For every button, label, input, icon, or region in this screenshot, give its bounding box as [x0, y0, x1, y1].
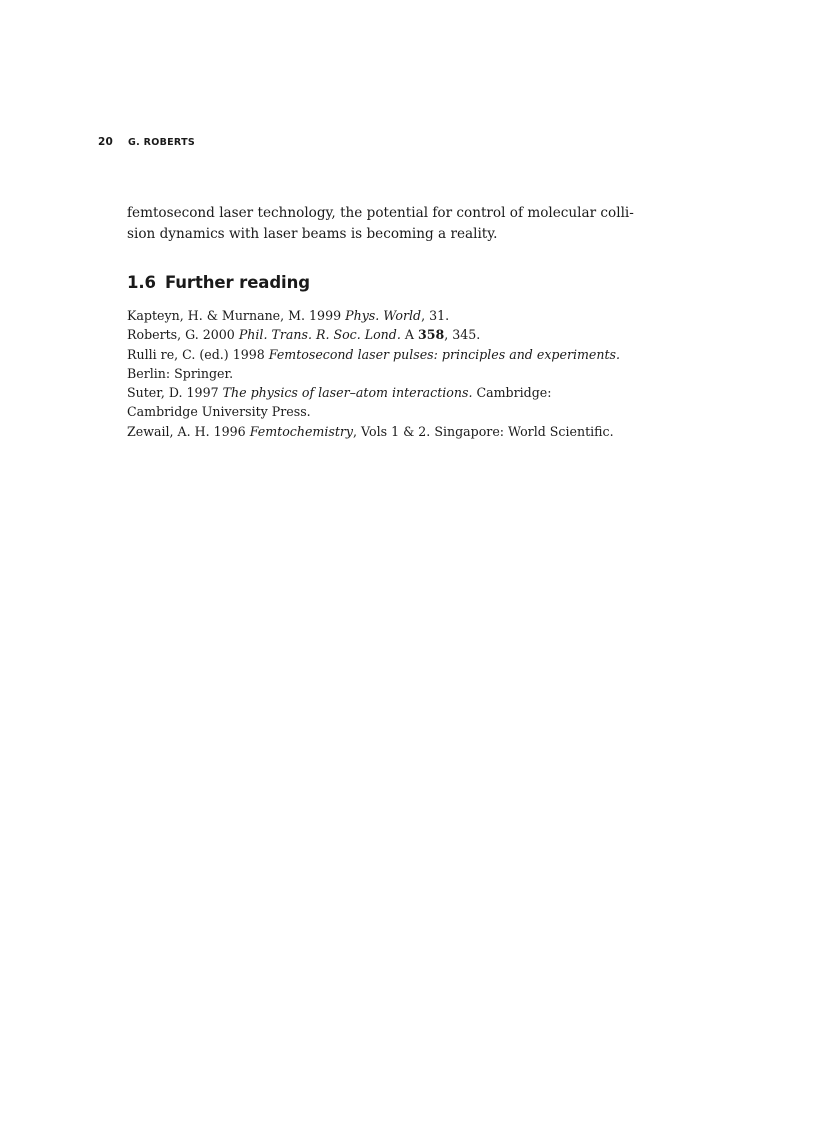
section-number: 1.6 [127, 273, 156, 292]
reference-authors: Kapteyn, H. & Murnane, M. 1999 [127, 308, 346, 323]
running-head-author: G. ROBERTS [128, 137, 196, 148]
reference-continuation: Cambridge University Press. [127, 404, 311, 420]
reference-authors: Roberts, G. 2000 [127, 327, 239, 343]
reference-series: A [400, 327, 418, 343]
body-line-2: sion dynamics with laser beams is becoming a reality. [127, 226, 498, 242]
reference-item [127, 422, 707, 441]
reference-authors: Suter, D. 1997 [127, 385, 223, 401]
section-title: Further reading [164, 273, 310, 292]
section-heading [127, 273, 310, 292]
running-head [98, 136, 195, 148]
reference-details: Cambridge: [472, 385, 552, 401]
reference-title: Femtochemistry [249, 423, 354, 439]
reference-authors: Rulli re, C. (ed.) 1998 [127, 346, 269, 362]
reference-title: Femtosecond laser pulses: principles and experiments. [268, 346, 621, 362]
reference-continuation: Berlin: Springer. [127, 365, 234, 381]
reference-details: , Vols 1 & 2. Singapore: World Scientific. [353, 423, 614, 439]
reference-title: Phys. World [345, 308, 422, 323]
reference-list [127, 306, 707, 441]
reference-item [127, 345, 707, 384]
reference-title: The physics of laser–atom interactions. [222, 385, 473, 401]
reference-details: , 345. [444, 327, 481, 343]
reference-item [127, 325, 707, 344]
body-paragraph [127, 203, 647, 245]
reference-title: Phil. Trans. R. Soc. Lond. [238, 327, 401, 343]
reference-authors: Zewail, A. H. 1996 [127, 423, 250, 439]
reference-volume: 358 [417, 327, 445, 343]
reference-details: , 31. [421, 308, 450, 323]
reference-item [127, 306, 707, 325]
reference-item [127, 383, 707, 422]
page-number: 20 [98, 136, 114, 148]
body-line-1: femtosecond laser technology, the potential for control of molecular colli- [127, 205, 634, 221]
